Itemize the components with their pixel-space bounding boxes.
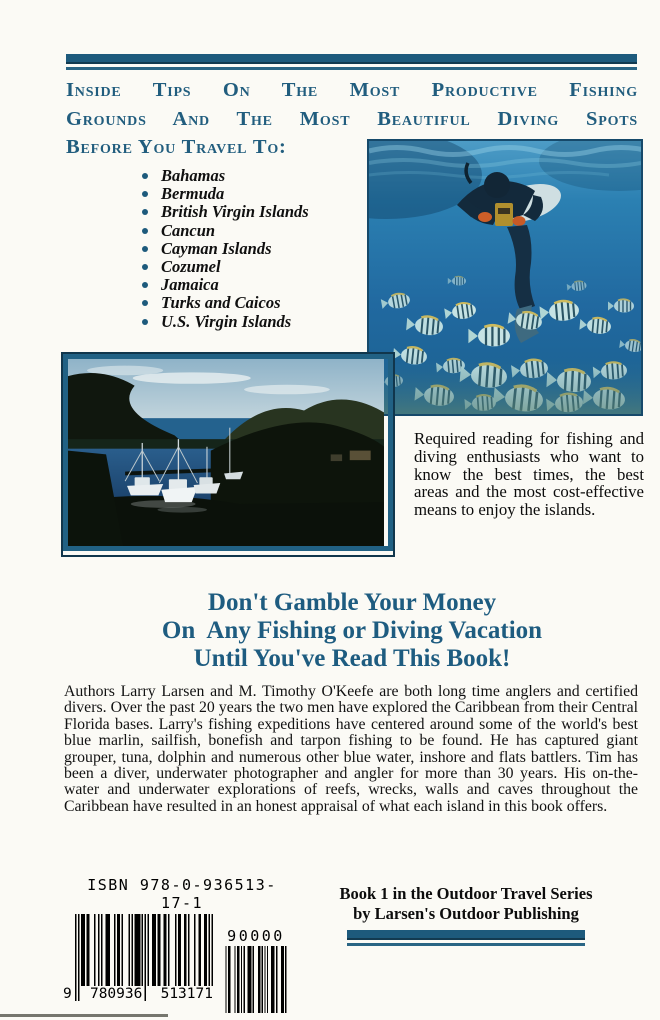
destination-label: U.S. Virgin Islands: [161, 311, 292, 331]
series-line-2: by Larsen's Outdoor Publishing: [353, 903, 579, 923]
headline: [66, 589, 638, 673]
header-line-3: Before You Travel To:: [66, 136, 287, 158]
bullet-icon: [142, 173, 148, 179]
bullet-icon: [142, 191, 148, 197]
publisher-series-note: [336, 884, 596, 946]
bullet-icon: [142, 300, 148, 306]
destination-label: Cayman Islands: [161, 238, 272, 258]
isbn-number: ISBN 978-0-936513-17-1: [87, 876, 277, 912]
divider-thin-bar: [66, 67, 637, 70]
series-line-1: Book 1 in the Outdoor Travel Series: [339, 884, 593, 903]
price-code: 90000: [227, 927, 285, 945]
bullet-icon: [142, 319, 148, 325]
destination-item: [142, 203, 309, 221]
divider-thick-bar: [347, 930, 585, 940]
destination-item: [142, 185, 309, 203]
destination-item: [142, 276, 309, 294]
destination-label: Cancun: [161, 220, 216, 240]
divider-thin-bar: [347, 943, 585, 946]
divider-thick-bar: [66, 54, 637, 64]
destination-item: [142, 258, 309, 276]
top-divider-bars: [66, 54, 637, 70]
bullet-icon: [142, 209, 148, 215]
header-line-2: Grounds And The Most Beautiful Diving Spots: [66, 107, 638, 130]
destination-label: Bermuda: [161, 184, 225, 204]
destination-item: [142, 167, 309, 185]
bullet-icon: [142, 282, 148, 288]
bottom-divider-bars: [347, 930, 585, 946]
destination-label: British Virgin Islands: [161, 202, 309, 222]
ean13-barcode: [63, 914, 213, 1007]
destination-item: [142, 240, 309, 258]
required-reading-blurb: Required reading for fishing and diving enthusiasts who want to know the best times, the best areas and the most cost-effective means to enjoy the islands.: [414, 429, 644, 520]
ean-digit-lead: 9: [63, 986, 72, 1002]
destination-item: [142, 294, 309, 312]
header-line-1: Inside Tips On The Most Productive Fishing: [66, 79, 638, 101]
supplement-bars: [224, 946, 288, 1014]
ean-digits-left-group: 780936: [89, 986, 143, 1002]
harbor-photo-frame: [63, 354, 393, 551]
isbn-barcode: [62, 876, 288, 1019]
price-supplement-barcode: [224, 914, 288, 1019]
snorkeler-photo: [367, 139, 643, 416]
snorkeler-photo-art: [369, 141, 641, 414]
ean13-digits: [62, 986, 214, 1002]
scan-artifact: [0, 1014, 168, 1017]
harbor-photo: [61, 352, 395, 557]
destination-label: Jamaica: [161, 275, 219, 295]
destination-list: [142, 167, 309, 331]
authors-paragraph: Authors Larry Larsen and M. Timothy O'Keefe are both long time anglers and certified divers. Over the past 20 years the two men have explored the Caribbean from their Central Florida bases. Larry's fishing expeditions have centered around some of the world's best blue marlin, sailfish, bonefish and tarpon fishing to be found. He has captured giant grouper, tuna, dolphin and numerous other blue water, inshore and flats battlers. Tim has been a diver, underwater photographer and angler for more than 30 years. His on-the-water and underwater explorations of reefs, wrecks, walls and caves throughout the Caribbean have resulted in an honest appraisal of what each island in this book offers.: [64, 683, 638, 815]
destination-item: [142, 313, 309, 331]
destination-label: Turks and Caicos: [161, 293, 281, 313]
headline-line-3: Until You've Read This Book!: [193, 645, 511, 672]
ean-digits-right-group: 513171: [160, 986, 213, 1002]
headline-line-2: On Any Fishing or Diving Vacation: [161, 617, 543, 644]
bullet-icon: [142, 246, 148, 252]
destination-label: Cozumel: [161, 257, 221, 277]
headline-line-1: Don't Gamble Your Money: [207, 589, 497, 616]
destination-item: [142, 222, 309, 240]
bullet-icon: [142, 228, 148, 234]
destination-label: Bahamas: [161, 166, 226, 186]
bullet-icon: [142, 264, 148, 270]
harbor-photo-art: [68, 359, 384, 546]
